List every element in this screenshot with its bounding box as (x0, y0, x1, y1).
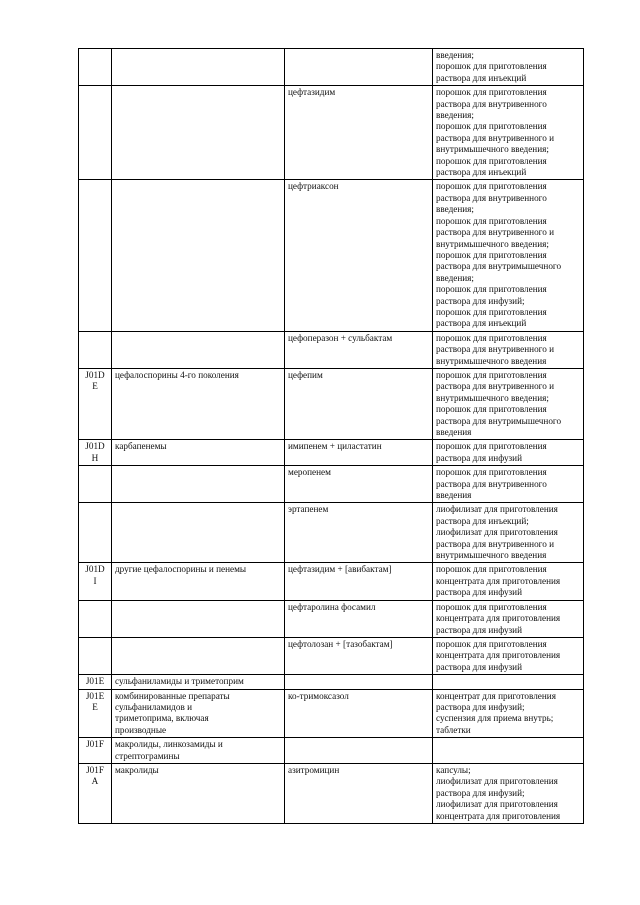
cell-text-line: карбапенемы (115, 441, 167, 452)
cell-text-line: раствора для инфузий (436, 452, 522, 463)
cell-text-line: раствора для внутривенного и (436, 227, 555, 238)
drug-list-table (78, 48, 584, 824)
cell-text-line: A (91, 776, 99, 787)
cell-text-line: порошок для приготовления (436, 564, 547, 575)
drug-name-cell (285, 675, 433, 689)
atc-code-cell (79, 637, 112, 674)
cell-text-line: порошок для приготовления (436, 155, 547, 166)
atc-code-cell (79, 675, 112, 689)
drug-group-cell (112, 637, 285, 674)
dosage-forms-cell (433, 440, 584, 466)
cell-text-line: концентрата для приготовления (436, 613, 561, 624)
cell-text-line: введения (436, 427, 472, 437)
cell-text-line: концентрат для приготовления (436, 690, 556, 701)
cell-text-line: раствора для инъекций (436, 167, 527, 178)
cell-text-line: порошок для приготовления (436, 467, 547, 478)
cell-text-line: раствора для инъекций (436, 72, 527, 83)
atc-code-cell (79, 331, 112, 368)
cell-text-line: цефепим (288, 369, 323, 380)
cell-text-line: J01F (86, 739, 104, 750)
drug-group-cell (112, 368, 285, 439)
cell-text-line: введения; (436, 110, 474, 121)
cell-text-line: J01F (86, 764, 104, 775)
atc-code-cell (79, 763, 112, 823)
dosage-forms-cell (433, 637, 584, 674)
cell-text-line: J01D (85, 564, 105, 575)
cell-text-line: сульфаниламидов и (115, 701, 192, 712)
cell-text-line: J01E (85, 676, 105, 687)
atc-code-cell (79, 368, 112, 439)
cell-text-line: I (93, 575, 97, 586)
cell-text-line: цефтазидим (288, 87, 336, 98)
drug-group-cell (112, 738, 285, 764)
cell-text-line: внутримышечного введения; (436, 392, 549, 403)
table-row (79, 368, 584, 439)
cell-text-line: введения; (436, 50, 474, 60)
cell-text-line: J01D (85, 369, 105, 380)
atc-code-cell (79, 563, 112, 600)
cell-text-line: введения; (436, 204, 474, 215)
cell-text-line: имипенем + циластатин (288, 441, 382, 452)
atc-code-cell (79, 738, 112, 764)
drug-name-cell (285, 331, 433, 368)
dosage-forms-cell (433, 600, 584, 637)
table-body (79, 49, 584, 824)
atc-code-cell (79, 180, 112, 331)
cell-text-line: раствора для внутривенного и (436, 381, 555, 392)
cell-text-line: раствора для внутривенного (436, 192, 547, 203)
cell-text-line: меропенем (288, 467, 331, 478)
atc-code-cell (79, 49, 112, 86)
cell-text-line: H (91, 452, 99, 463)
dosage-forms-cell (433, 738, 584, 764)
cell-text-line: концентрата для приготовления (436, 575, 561, 586)
cell-text-line: внутримышечного введения (436, 550, 547, 561)
cell-text-line: порошок для приготовления (436, 441, 547, 452)
table-row (79, 738, 584, 764)
cell-text-line: порошок для приготовления (436, 121, 547, 132)
table-row (79, 331, 584, 368)
table-row (79, 440, 584, 466)
cell-text-line: раствора для внутривенного и (436, 132, 555, 143)
cell-text-line: раствора для инфузий (436, 661, 522, 672)
dosage-forms-cell (433, 368, 584, 439)
cell-text-line: внутримышечного введения; (436, 144, 549, 155)
cell-text-line: раствора для внутривенного (436, 98, 547, 109)
cell-text-line: раствора для инфузий (436, 587, 522, 598)
cell-text-line: лиофилизат для приготовления (436, 799, 558, 810)
cell-text-line: порошок для приготовления (436, 404, 547, 415)
drug-name-cell (285, 86, 433, 180)
cell-text-line: капсулы; (436, 764, 471, 775)
drug-group-cell (112, 180, 285, 331)
cell-text-line: раствора для инфузий; (436, 701, 525, 712)
dosage-forms-cell (433, 503, 584, 563)
dosage-forms-cell (433, 331, 584, 368)
atc-code-cell (79, 689, 112, 738)
cell-text-line: раствора для инъекций (436, 318, 527, 329)
cell-text-line: суспензия для приема внутрь; (436, 713, 554, 724)
cell-text-line: порошок для приготовления (436, 181, 547, 192)
drug-name-cell (285, 763, 433, 823)
drug-name-cell (285, 637, 433, 674)
cell-text-line: порошок для приготовления (436, 332, 547, 343)
cell-text-line: раствора для инфузий; (436, 295, 525, 306)
drug-group-cell (112, 466, 285, 503)
drug-group-cell (112, 689, 285, 738)
atc-code-cell (79, 466, 112, 503)
table-row (79, 466, 584, 503)
dosage-forms-cell (433, 563, 584, 600)
cell-text-line: таблетки (436, 724, 471, 735)
cell-text-line: цефтриаксон (288, 181, 339, 192)
drug-group-cell (112, 49, 285, 86)
cell-text-line: внутримышечного введения (436, 355, 547, 366)
cell-text-line: эртапенем (288, 504, 329, 515)
drug-name-cell (285, 563, 433, 600)
table-row (79, 180, 584, 331)
cell-text-line: внутримышечного введения; (436, 238, 549, 249)
cell-text-line: порошок для приготовления (436, 61, 547, 72)
cell-text-line: порошок для приготовления (436, 284, 547, 295)
cell-text-line: E (92, 381, 98, 392)
cell-text-line: цефтаролина фосамил (288, 601, 376, 612)
drug-name-cell (285, 738, 433, 764)
cell-text-line: лиофилизат для приготовления (436, 504, 558, 515)
cell-text-line: производные (115, 724, 167, 735)
table-row (79, 689, 584, 738)
cell-text-line: раствора для внутривенного и (436, 344, 555, 355)
cell-text-line: цефалоспорины 4-го поколения (115, 369, 239, 380)
cell-text-line: раствора для внутривенного (436, 478, 547, 489)
drug-name-cell (285, 600, 433, 637)
drug-name-cell (285, 440, 433, 466)
cell-text-line: цефоперазон + сульбактам (288, 332, 393, 343)
drug-name-cell (285, 368, 433, 439)
drug-name-cell (285, 466, 433, 503)
atc-code-cell (79, 440, 112, 466)
cell-text-line: порошок для приготовления (436, 306, 547, 317)
dosage-forms-cell (433, 689, 584, 738)
cell-text-line: другие цефалоспорины и пенемы (115, 564, 247, 575)
table-row (79, 675, 584, 689)
cell-text-line: введения; (436, 272, 474, 283)
cell-text-line: порошок для приготовления (436, 215, 547, 226)
drug-group-cell (112, 503, 285, 563)
cell-text-line: цефтолозан + [тазобактам] (288, 638, 393, 649)
cell-text-line: цефтазидим + [авибактам] (288, 564, 392, 575)
atc-code-cell (79, 86, 112, 180)
drug-group-cell (112, 675, 285, 689)
drug-group-cell (112, 600, 285, 637)
cell-text-line: порошок для приготовления (436, 249, 547, 260)
cell-text-line: раствора для внутримышечного (436, 415, 562, 426)
cell-text-line: концентрата для приготовления (436, 810, 561, 821)
table-row (79, 503, 584, 563)
drug-name-cell (285, 503, 433, 563)
cell-text-line: порошок для приготовления (436, 638, 547, 649)
drug-group-cell (112, 331, 285, 368)
table-row (79, 763, 584, 823)
cell-text-line: азитромицин (288, 764, 340, 775)
cell-text-line: ко-тримоксазол (288, 690, 349, 701)
cell-text-line: E (92, 701, 98, 712)
cell-text-line: лиофилизат для приготовления (436, 527, 558, 538)
cell-text-line: введения (436, 490, 472, 501)
cell-text-line: раствора для инъекций; (436, 515, 529, 526)
atc-code-cell (79, 503, 112, 563)
cell-text-line: порошок для приготовления (436, 87, 547, 98)
cell-text-line: J01E (85, 690, 105, 701)
table-row (79, 86, 584, 180)
dosage-forms-cell (433, 675, 584, 689)
cell-text-line: раствора для инфузий; (436, 787, 525, 798)
cell-text-line: макролиды, линкозамиды и (115, 739, 223, 750)
drug-name-cell (285, 180, 433, 331)
drug-group-cell (112, 563, 285, 600)
cell-text-line: макролиды (115, 764, 159, 775)
table-row (79, 637, 584, 674)
cell-text-line: раствора для внутримышечного (436, 261, 562, 272)
cell-text-line: сульфаниламиды и триметоприм (115, 676, 244, 687)
cell-text-line: стрептограмины (115, 750, 180, 761)
dosage-forms-cell (433, 763, 584, 823)
dosage-forms-cell (433, 86, 584, 180)
drug-group-cell (112, 440, 285, 466)
dosage-forms-cell (433, 466, 584, 503)
cell-text-line: концентрата для приготовления (436, 650, 561, 661)
table-row (79, 563, 584, 600)
dosage-forms-cell (433, 180, 584, 331)
cell-text-line: триметоприма, включая (115, 713, 209, 724)
atc-code-cell (79, 600, 112, 637)
cell-text-line: порошок для приготовления (436, 369, 547, 380)
drug-group-cell (112, 763, 285, 823)
cell-text-line: порошок для приготовления (436, 601, 547, 612)
table-row (79, 49, 584, 86)
dosage-forms-cell (433, 49, 584, 86)
cell-text-line: лиофилизат для приготовления (436, 776, 558, 787)
cell-text-line: раствора для внутривенного и (436, 538, 555, 549)
cell-text-line: раствора для инфузий (436, 624, 522, 635)
drug-name-cell (285, 689, 433, 738)
drug-group-cell (112, 86, 285, 180)
cell-text-line: J01D (85, 441, 105, 452)
drug-name-cell (285, 49, 433, 86)
table-row (79, 600, 584, 637)
cell-text-line: комбинированные препараты (115, 690, 230, 701)
